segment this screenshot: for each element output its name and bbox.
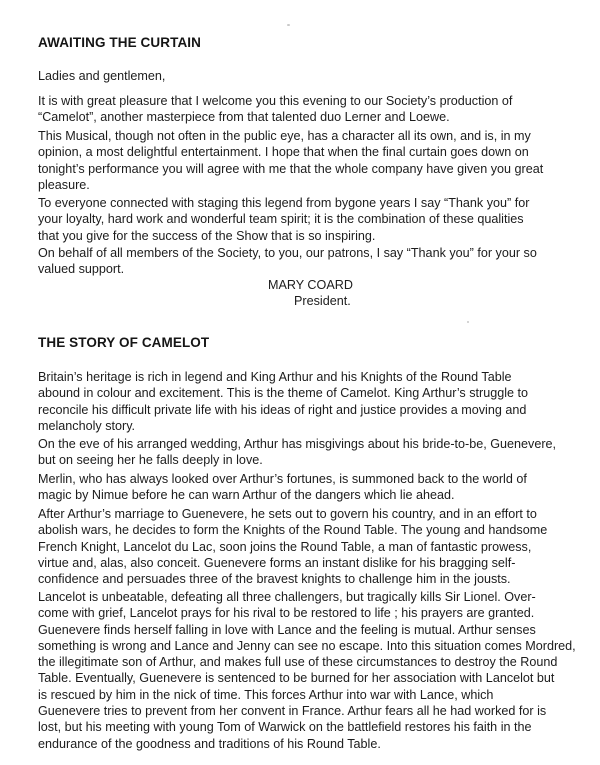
paragraph-merlin: Merlin, who has always looked over Arthur’s fortunes, is summoned back to the world of magic by Nimue before he can warn Arthur of the dangers which lie ahead.	[38, 472, 527, 503]
paragraph-wedding-eve: On the eve of his arranged wedding, Arthur has misgivings about his bride-to-be, Guenevere, but on seeing her he falls deeply in love.	[38, 437, 557, 468]
paragraph-britains-heritage: Britain’s heritage is rich in legend and King Arthur and his Knights of the Round Table abound in colour and excitement. This is the theme of Camelot. King Arthur’s struggle to reconcile his difficult private life with his ideas of right and justice provides a moving and melancholy story.	[38, 370, 529, 433]
paragraph-thank-you-staging: To everyone connected with staging this legend from bygone years I say “Thank you” for your loyalty, hard work and wonderful team spirit; it is the combination of these qualities that you give for the success of the Show that is so inspiring.	[38, 196, 530, 243]
paragraph-round-table-formed: After Arthur’s marriage to Guenevere, he sets out to govern his country, and in an effort to abolish wars, he decides to form the Knights of the Round Table. The young and handsome French Knight, Lancelot du Lac, soon joins the Round Table, a man of fantastic prowess, virtue and, alas, also conceit. Guenevere forms an instant dislike for his bragging self- confidence and persuades three of the bravest knights to challenge him in the jousts.	[38, 507, 548, 587]
section-heading-awaiting-the-curtain: AWAITING THE CURTAIN	[38, 35, 201, 50]
section-heading-story-of-camelot: THE STORY OF CAMELOT	[38, 335, 210, 350]
scan-speck	[287, 24, 290, 26]
paragraph-welcome: It is with great pleasure that I welcome you this evening to our Society’s production of “Camelot”, another masterpiece from that talented duo Lerner and Loewe.	[38, 94, 513, 125]
paragraph-greeting: Ladies and gentlemen,	[38, 69, 166, 83]
signature-name: MARY COARD	[268, 278, 353, 292]
scan-speck	[467, 321, 469, 323]
paragraph-lancelot-unbeatable: Lancelot is unbeatable, defeating all three challengers, but tragically kills Sir Lionel. Over- come with grief, Lancelot prays for his rival to be restored to life ; his prayers are granted. Guenevere finds herself falling in love with Lance and the feeling is mutual. Arthur senses something is wrong and Lance and Jenny can see no escape. Into this situation comes Mordred, the illegitimate son of Arthur, and makes full use of these circumstances to destroy the Round Table. Eventually, Guenevere is sentenced to be burned for her association with Lancelot but is rescued by him in the nick of time. This forces Arthur into war with Lance, which Guenevere tries to prevent from her convent in France. Arthur fears all he had worked for is lost, but his meeting with young Tom of Warwick on the battlefield restores his faith in the endurance of the goodness and traditions of his Round Table.	[38, 590, 576, 751]
paragraph-thank-you-patrons: On behalf of all members of the Society, to you, our patrons, I say “Thank you” for your so valued support.	[38, 246, 537, 277]
paragraph-musical-character: This Musical, though not often in the public eye, has a character all its own, and is, in my opinion, a most delightful entertainment. I hope that when the final curtain goes down on tonight’s performance you will agree with me that the whole company have given you great pleasure.	[38, 129, 544, 192]
signature-title: President.	[294, 294, 351, 308]
